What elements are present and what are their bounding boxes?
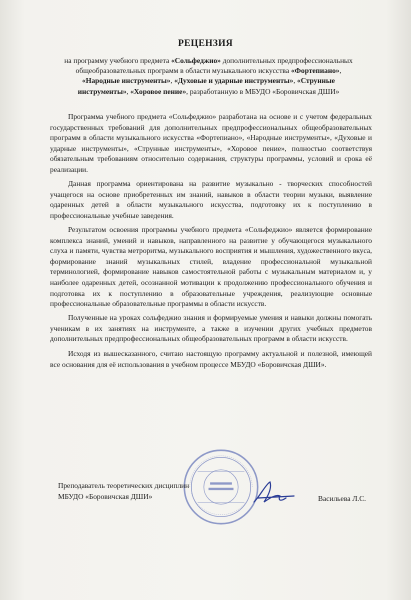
heading-separator: , bbox=[126, 86, 131, 96]
heading-separator: , bbox=[170, 76, 175, 86]
paragraph: Исходя из вышесказанного, считаю настоящую программу актуальной и полезной, имеющей все основания для её использования в учебном процессе МБУДО «Боровичская ДШИ». bbox=[50, 348, 372, 369]
heading-program: «Струнные инструменты» bbox=[77, 76, 335, 96]
signer-organization: МБУДО «Боровичская ДШИ» bbox=[58, 492, 153, 501]
heading-separator: , bbox=[293, 76, 298, 86]
heading-text: дополнительных предпрофессиональных общеобразовательных программ в области музыкального искусства bbox=[75, 56, 353, 76]
review-body bbox=[50, 112, 372, 374]
heading-subject: «Сольфеджио» bbox=[171, 56, 221, 65]
paragraph: Программа учебного предмета «Сольфеджио» разработана на основе и с учетом федеральных государственных требований для дополнительных предпрофессиональных общеобразовательных программ в области музыкального искусства «Фортепиано», «Народные инструменты», «Духовые и ударные инструменты», «Струнные инструменты», «Хоровое пение», полностью соответствуя обязательным требованиям относительно содержания, структуры программы, условий и срока её реализации. bbox=[50, 112, 372, 174]
signature-block bbox=[50, 480, 372, 520]
heading-program: «Духовые и ударные инструменты» bbox=[174, 76, 294, 86]
heading-program: «Народные инструменты» bbox=[82, 76, 171, 86]
paragraph: Данная программа ориентирована на развитие музыкально - творческих способностей учащегося на основе приобретенных им знаний, навыков в области теории музыки, выявление одаренных детей в области музыкального искусства, подготовку их к поступлению в профессиональные учебные заведения. bbox=[50, 179, 372, 220]
heading-program: «Хоровое пение» bbox=[130, 86, 187, 96]
heading-text: , разработанную в МБУДО «Боровичская ДШИ» bbox=[186, 86, 340, 96]
signer-role bbox=[58, 480, 258, 502]
heading-text: на программу учебного предмета bbox=[64, 56, 172, 65]
document-title: РЕЦЕНЗИЯ bbox=[178, 39, 233, 49]
heading-program: «Фортепиано» bbox=[290, 66, 340, 76]
signer-position: Преподаватель теоретических дисциплин bbox=[58, 481, 190, 490]
paragraph: Результатом освоения программы учебного предмета «Сольфеджио» является формирование комплекса знаний, умений и навыков, направленного на развитие у обучающегося музыкального слуха и памяти, чувства метроритма, музыкального восприятия и мышления, художественного вкуса, формирование знаний музыкальных стилей, владение профессиональной музыкальной терминологией, формирование навыков самостоятельной работы с музыкальным материалом и, у наиболее одаренных детей, осознанной мотивации к продолжению профессионального обучения и подготовка их к поступлению в образовательные учреждения, реализующие основные профессиональные образовательные программы в области искусств. bbox=[50, 224, 372, 309]
signer-name: Васильева Л.С. bbox=[318, 494, 366, 503]
document-heading bbox=[56, 56, 361, 97]
heading-separator: , bbox=[339, 66, 342, 76]
paragraph: Полученные на уроках сольфеджио знания и формируемые умения и навыки должны помогать ученикам в их занятиях на инструменте, а также в изучении других учебных предметов дополнительных предпрофессиональных общеобразовательных программ в области искусств. bbox=[50, 313, 372, 344]
